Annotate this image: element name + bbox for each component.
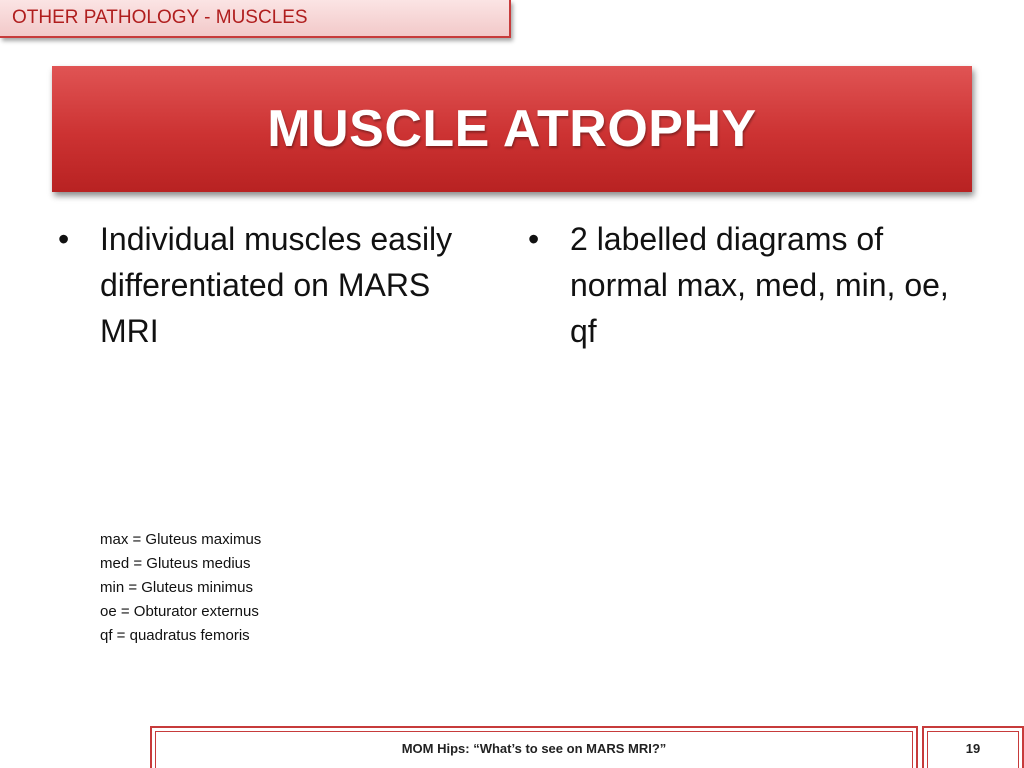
section-tag bbox=[0, 0, 511, 38]
abbreviation-legend bbox=[100, 528, 261, 648]
legend-line: qf = quadratus femoris bbox=[100, 627, 250, 644]
legend-line: oe = Obturator externus bbox=[100, 603, 259, 620]
bullet-text: Individual muscles easily differentiated on MARS MRI bbox=[100, 221, 453, 349]
footer-page-box bbox=[922, 726, 1024, 768]
footer-title-box bbox=[150, 726, 918, 768]
bullet-item bbox=[528, 216, 968, 354]
bullet-dot: • bbox=[528, 221, 540, 257]
bullet-item bbox=[58, 216, 488, 354]
section-tag-label: OTHER PATHOLOGY - MUSCLES bbox=[12, 7, 308, 28]
footer-text: MOM Hips: “What’s to see on MARS MRI?” bbox=[401, 740, 667, 756]
slide-title: MUSCLE ATROPHY bbox=[267, 100, 757, 158]
bullet-text: 2 labelled diagrams of normal max, med, min, oe, qf bbox=[570, 221, 949, 349]
legend-line: max = Gluteus maximus bbox=[100, 531, 262, 548]
legend-line: med = Gluteus medius bbox=[100, 555, 251, 572]
left-column bbox=[58, 216, 488, 354]
bullet-dot: • bbox=[58, 221, 70, 257]
title-bar bbox=[52, 66, 972, 192]
page-number: 19 bbox=[965, 740, 981, 756]
right-column bbox=[528, 216, 968, 354]
legend-line: min = Gluteus minimus bbox=[100, 579, 253, 596]
